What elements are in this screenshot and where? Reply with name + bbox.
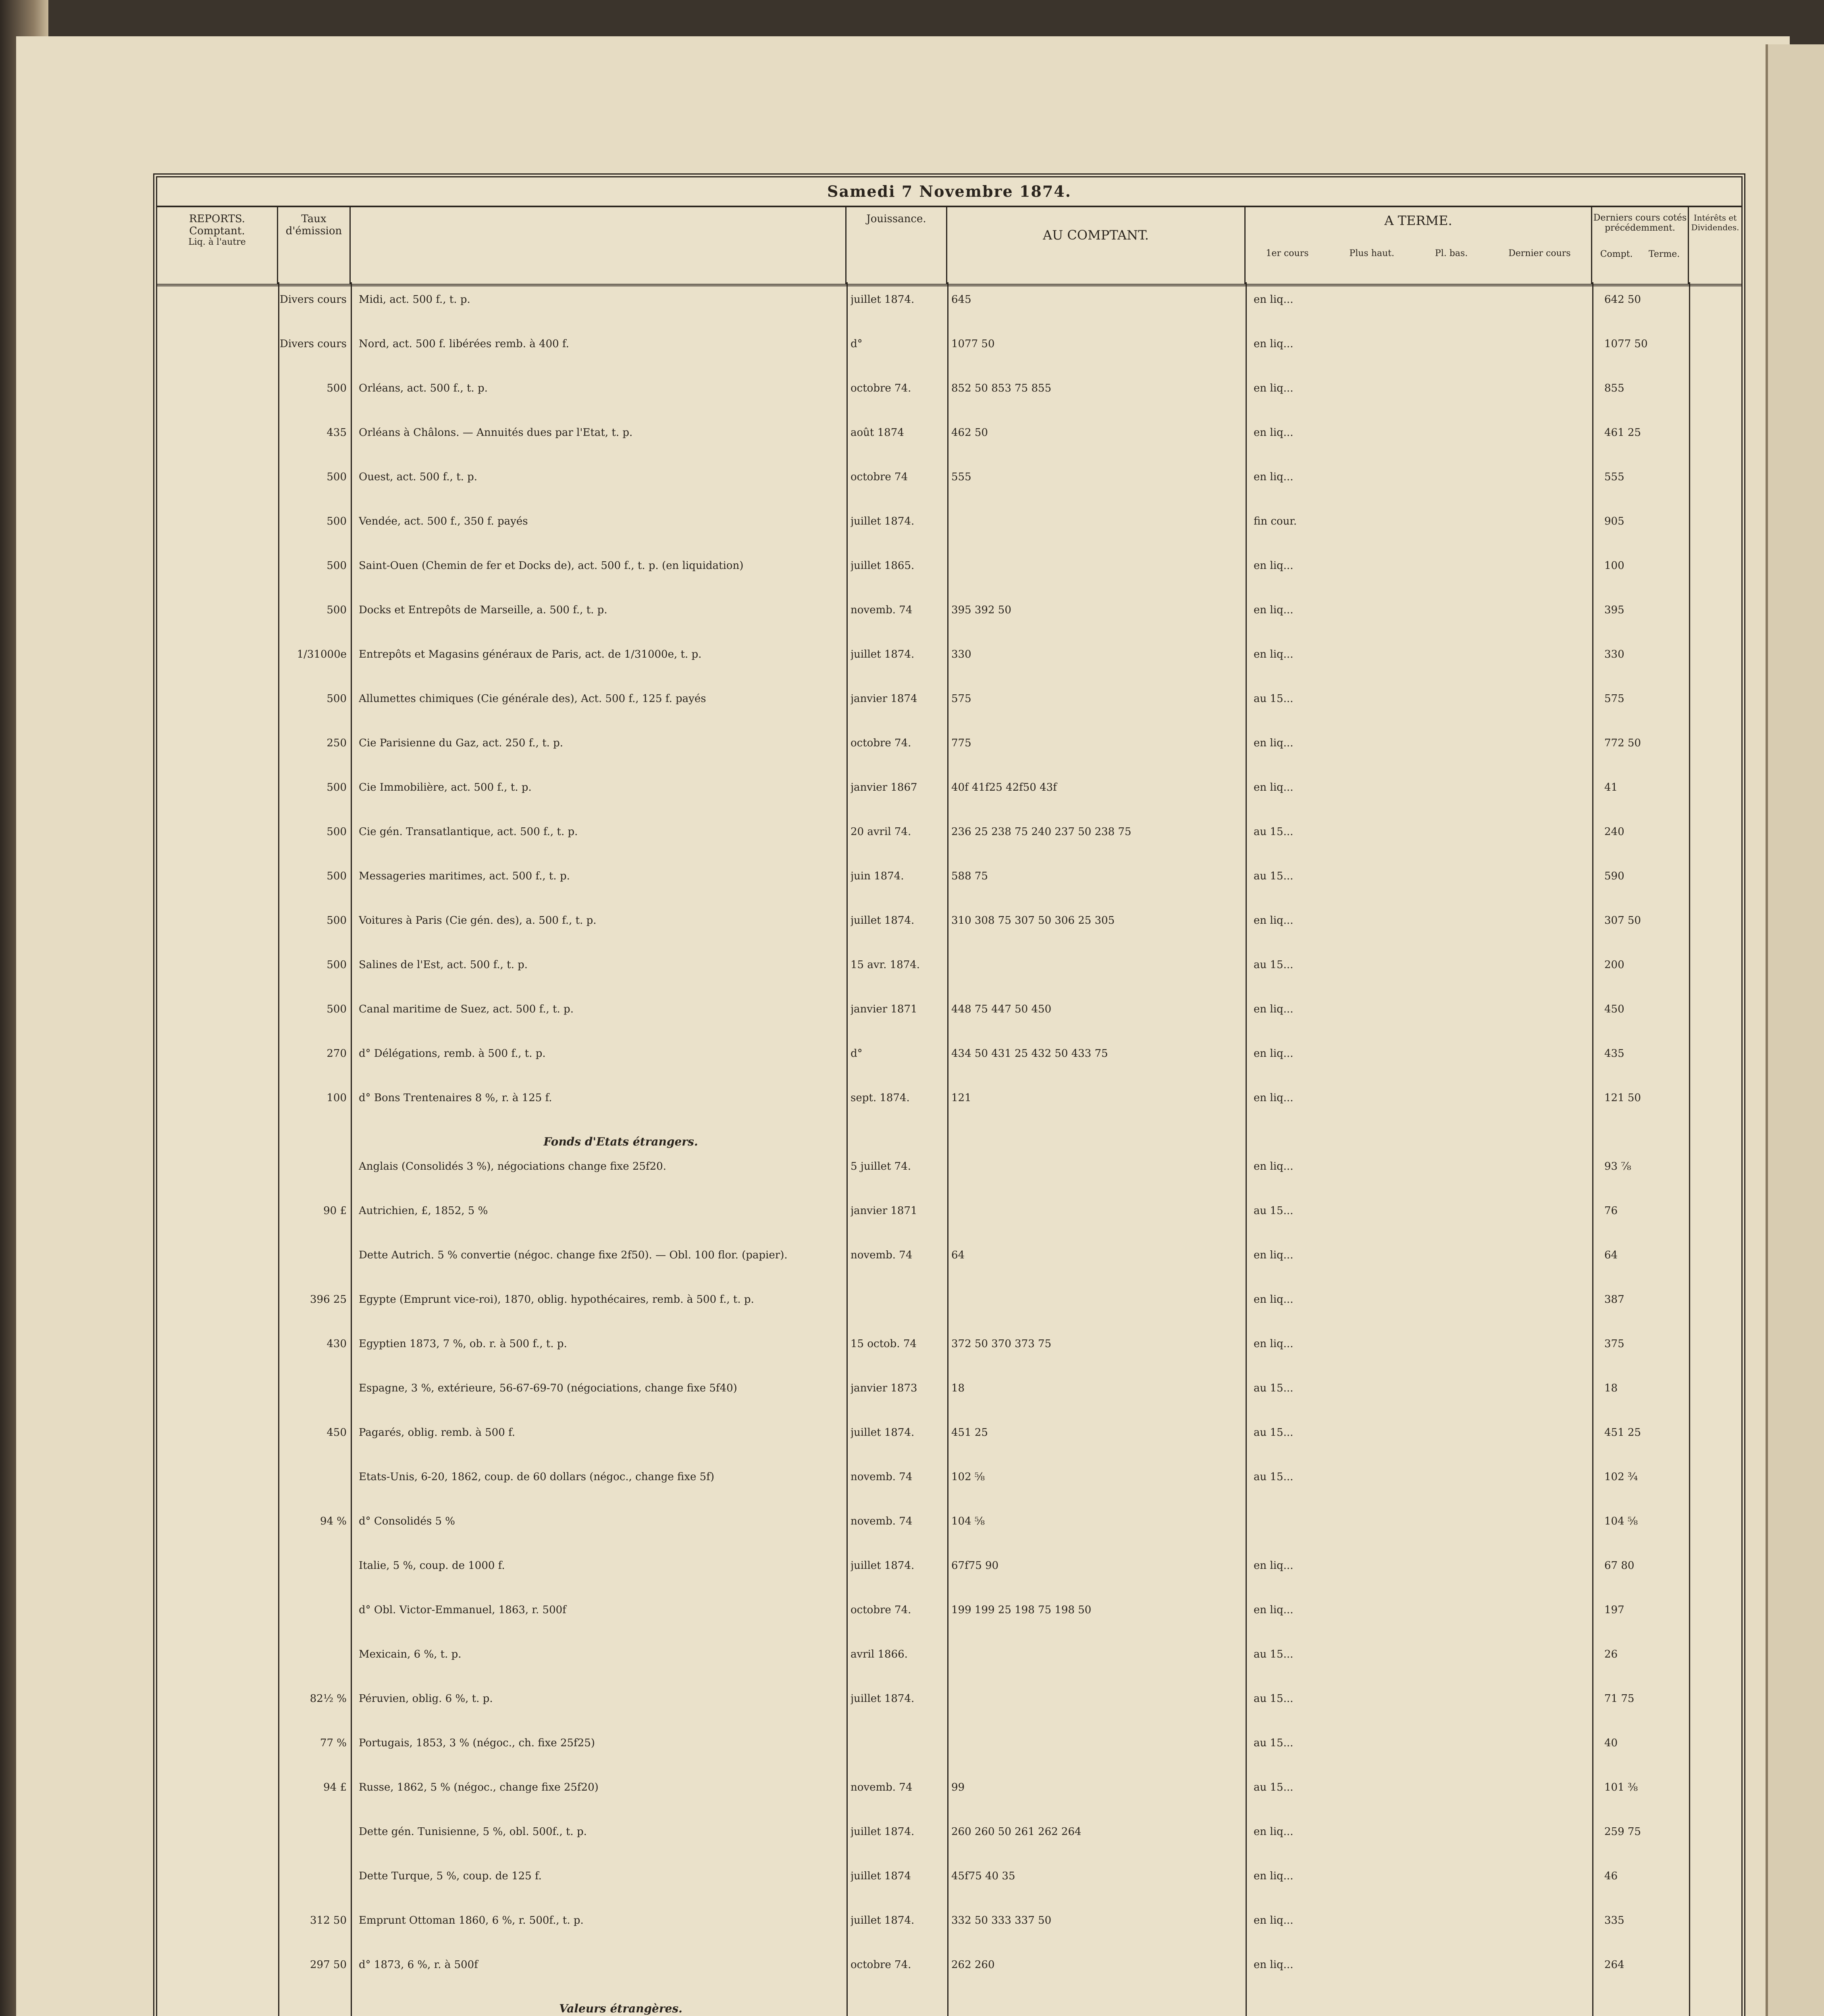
table-row: [157, 1556, 1741, 1577]
cell-comptant: 332 50 333 337 50: [951, 1914, 1052, 1926]
cell-comptant: 330: [951, 648, 971, 660]
cell-name: Autrichien, £, 1852, 5 %: [359, 1205, 488, 1217]
cell-dern: 76: [1604, 1205, 1618, 1217]
cell-terme: au 15...: [1254, 1382, 1294, 1394]
cell-dern: 575: [1604, 693, 1624, 705]
header-derniers-cours: [1592, 207, 1689, 284]
cell-name: Ouest, act. 500 f., t. p.: [359, 471, 478, 483]
cell-terme: au 15...: [1254, 870, 1294, 882]
cell-dern: 41: [1604, 781, 1618, 793]
cell-dern: 855: [1604, 382, 1624, 394]
cell-taux: 94 %: [320, 1515, 347, 1527]
cell-terme: en liq...: [1254, 737, 1294, 749]
cell-terme: en liq...: [1254, 914, 1294, 927]
cell-taux: 500: [327, 826, 347, 838]
cell-terme: au 15...: [1254, 1205, 1294, 1217]
cell-name: Salines de l'Est, act. 500 f., t. p.: [359, 959, 528, 971]
cell-name: Anglais (Consolidés 3 %), négociations change fixe 25f20.: [359, 1160, 666, 1173]
cell-dern: 259 75: [1604, 1826, 1641, 1838]
cell-dern: 461 25: [1604, 427, 1641, 439]
cell-dern: 102 ¾: [1604, 1471, 1638, 1483]
cell-dern: 387: [1604, 1293, 1624, 1306]
cell-terme: en liq...: [1254, 648, 1294, 660]
header-taux: Taux d'émission: [278, 207, 351, 284]
cell-jouissance: août 1874: [851, 427, 904, 439]
cell-name: d° Bons Trentenaires 8 %, r. à 125 f.: [359, 1092, 552, 1104]
cell-dern: 264: [1604, 1959, 1624, 1971]
cell-dern: 197: [1604, 1604, 1624, 1616]
cell-name: Péruvien, oblig. 6 %, t. p.: [359, 1693, 493, 1705]
cell-comptant: 236 25 238 75 240 237 50 238 75: [951, 826, 1131, 838]
table-row: [157, 423, 1741, 444]
cell-terme: en liq...: [1254, 1003, 1294, 1015]
cell-name: Russe, 1862, 5 % (négoc., change fixe 25f20): [359, 1781, 599, 1793]
table-row: [157, 1335, 1741, 1356]
cell-comptant: 434 50 431 25 432 50 433 75: [951, 1048, 1108, 1060]
cell-jouissance: 15 octob. 74: [851, 1338, 917, 1350]
cell-jouissance: juillet 1874: [851, 1870, 911, 1882]
cell-name: d° Consolidés 5 %: [359, 1515, 455, 1527]
cell-dern: 395: [1604, 604, 1624, 616]
cell-name: d° Obl. Victor-Emmanuel, 1863, r. 500f: [359, 1604, 566, 1616]
cell-terme: en liq...: [1254, 604, 1294, 616]
table-row: [157, 778, 1741, 799]
cell-name: Mexicain, 6 %, t. p.: [359, 1648, 462, 1660]
table-row: [157, 1379, 1741, 1400]
cell-jouissance: novemb. 74: [851, 604, 913, 616]
cell-jouissance: octobre 74.: [851, 1959, 911, 1971]
cell-taux: 94 £: [323, 1781, 347, 1793]
cell-jouissance: janvier 1873: [851, 1382, 917, 1394]
cell-comptant: 372 50 370 373 75: [951, 1338, 1052, 1350]
cell-comptant: 852 50 853 75 855: [951, 382, 1052, 394]
cell-terme: en liq...: [1254, 1293, 1294, 1306]
cell-comptant: 262 260: [951, 1959, 995, 1971]
cell-name: Orléans à Châlons. — Annuités dues par l'Etat, t. p.: [359, 427, 633, 439]
header-pl-bas: Pl. bas.: [1435, 248, 1468, 258]
table-row: [157, 1734, 1741, 1755]
cell-jouissance: juillet 1865.: [851, 560, 915, 572]
cell-dern: 905: [1604, 515, 1624, 527]
cell-dern: 240: [1604, 826, 1624, 838]
table-row: [157, 1246, 1741, 1267]
table-row: [157, 911, 1741, 932]
cell-comptant: 99: [951, 1781, 965, 1793]
cell-jouissance: juillet 1874.: [851, 1693, 915, 1705]
cell-terme: en liq...: [1254, 1604, 1294, 1616]
cell-terme: en liq...: [1254, 1338, 1294, 1350]
cell-comptant: 45f75 40 35: [951, 1870, 1015, 1882]
cell-dern: 40: [1604, 1737, 1618, 1749]
cell-taux: 297 50: [310, 1959, 347, 1971]
cell-name: Dette gén. Tunisienne, 5 %, obl. 500f., t. p.: [359, 1826, 587, 1838]
cell-jouissance: octobre 74.: [851, 737, 911, 749]
cell-comptant: 40f 41f25 42f50 43f: [951, 781, 1057, 793]
cell-taux: Divers cours: [279, 338, 347, 350]
cell-name: Orléans, act. 500 f., t. p.: [359, 382, 488, 394]
cell-jouissance: juillet 1874.: [851, 648, 915, 660]
table-row: [157, 1423, 1741, 1444]
cell-name: Dette Autrich. 5 % convertie (négoc. change fixe 2f50). — Obl. 100 flor. (papier).: [359, 1249, 788, 1261]
cell-dern: 26: [1604, 1648, 1618, 1660]
cell-comptant: 451 25: [951, 1427, 988, 1439]
cell-dern: 590: [1604, 870, 1624, 882]
table-row: [157, 689, 1741, 710]
table-row: [157, 1645, 1741, 1666]
cell-taux: Divers cours: [279, 294, 347, 306]
cell-taux: 500: [327, 515, 347, 527]
cell-jouissance: juillet 1874.: [851, 1826, 915, 1838]
cell-comptant: 18: [951, 1382, 965, 1394]
cell-dern: 642 50: [1604, 294, 1641, 306]
cell-terme: au 15...: [1254, 1781, 1294, 1793]
table-row: [157, 1512, 1741, 1533]
cell-comptant: 462 50: [951, 427, 988, 439]
cell-jouissance: d°: [851, 338, 863, 350]
cell-taux: 100: [327, 1092, 347, 1104]
cell-taux: 500: [327, 781, 347, 793]
cell-dern: 772 50: [1604, 737, 1641, 749]
cell-taux: 500: [327, 604, 347, 616]
cell-taux: 312 50: [310, 1914, 347, 1926]
cell-name: Docks et Entrepôts de Marseille, a. 500 f., t. p.: [359, 604, 607, 616]
header-terme-subcolumns: [1246, 248, 1591, 258]
cell-jouissance: octobre 74.: [851, 1604, 911, 1616]
table-row: [157, 1601, 1741, 1622]
cell-terme: en liq...: [1254, 471, 1294, 483]
cell-name: d° Délégations, remb. à 500 f., t. p.: [359, 1048, 546, 1060]
cell-terme: au 15...: [1254, 1648, 1294, 1660]
table-row: [157, 645, 1741, 666]
cell-terme: en liq...: [1254, 338, 1294, 350]
cell-taux: 500: [327, 560, 347, 572]
cell-dern: 64: [1604, 1249, 1618, 1261]
cell-jouissance: novemb. 74: [851, 1781, 913, 1793]
cell-taux: 1/31000e: [297, 648, 347, 660]
cell-taux: 435: [327, 427, 347, 439]
cell-comptant: 67f75 90: [951, 1560, 999, 1572]
cell-comptant: 1077 50: [951, 338, 995, 350]
table-row: [157, 379, 1741, 400]
table-row: [157, 512, 1741, 533]
cell-name: Etats-Unis, 6-20, 1862, coup. de 60 dollars (négoc., change fixe 5f): [359, 1471, 714, 1483]
table-row: [157, 290, 1741, 311]
cell-jouissance: novemb. 74: [851, 1515, 913, 1527]
cell-taux: 500: [327, 693, 347, 705]
cell-terme: en liq...: [1254, 1160, 1294, 1173]
table-header: [157, 206, 1741, 286]
cell-terme: en liq...: [1254, 382, 1294, 394]
cell-taux: 500: [327, 382, 347, 394]
cell-jouissance: juillet 1874.: [851, 1427, 915, 1439]
cell-terme: en liq...: [1254, 294, 1294, 306]
cell-terme: au 15...: [1254, 693, 1294, 705]
cell-name: Midi, act. 500 f., t. p.: [359, 294, 470, 306]
header-derniers-cours-label: Derniers cours cotés précédemment.: [1593, 213, 1687, 233]
cell-taux: 77 %: [320, 1737, 347, 1749]
cell-dern: 93 ⅞: [1604, 1160, 1631, 1173]
cell-terme: au 15...: [1254, 1427, 1294, 1439]
cell-dern: 71 75: [1604, 1693, 1635, 1705]
table-row: [157, 1867, 1741, 1888]
cell-terme: au 15...: [1254, 1693, 1294, 1705]
cell-name: Cie Immobilière, act. 500 f., t. p.: [359, 781, 532, 793]
table-row: [157, 734, 1741, 755]
cell-taux: 500: [327, 1003, 347, 1015]
cell-comptant: 775: [951, 737, 971, 749]
cell-dern: 104 ⅝: [1604, 1515, 1638, 1527]
cell-name: Espagne, 3 %, extérieure, 56-67-69-70 (négociations, change fixe 5f40): [359, 1382, 737, 1394]
table-row: [157, 1822, 1741, 1843]
cell-jouissance: janvier 1871: [851, 1205, 917, 1217]
header-a-terme-label: A TERME.: [1384, 213, 1452, 228]
header-a-terme: [1246, 207, 1592, 284]
cell-comptant: 645: [951, 294, 971, 306]
section-heading: Fonds d'Etats étrangers.: [543, 1135, 698, 1148]
cell-taux: 82½ %: [310, 1693, 347, 1705]
cell-name: Voitures à Paris (Cie gén. des), a. 500 f., t. p.: [359, 914, 597, 927]
cell-jouissance: d°: [851, 1048, 863, 1060]
cell-taux: 500: [327, 870, 347, 882]
cell-taux: 500: [327, 959, 347, 971]
quotation-table: [153, 173, 1745, 2016]
cell-jouissance: novemb. 74: [851, 1249, 913, 1261]
cell-name: Pagarés, oblig. remb. à 500 f.: [359, 1427, 516, 1439]
table-row: [157, 823, 1741, 843]
table-body: [157, 286, 1741, 2016]
cell-dern: 435: [1604, 1048, 1624, 1060]
cell-name: Egyptien 1873, 7 %, ob. r. à 500 f., t. p.: [359, 1338, 567, 1350]
cell-comptant: 448 75 447 50 450: [951, 1003, 1052, 1015]
table-row: [157, 1956, 1741, 1976]
cell-jouissance: octobre 74: [851, 471, 908, 483]
cell-name: Messageries maritimes, act. 500 f., t. p.: [359, 870, 570, 882]
cell-comptant: 588 75: [951, 870, 988, 882]
cell-terme: en liq...: [1254, 427, 1294, 439]
cell-comptant: 555: [951, 471, 971, 483]
table-row: [157, 556, 1741, 577]
cell-jouissance: sept. 1874.: [851, 1092, 910, 1104]
cell-taux: 396 25: [310, 1293, 347, 1306]
cell-terme: en liq...: [1254, 781, 1294, 793]
table-row: [157, 1000, 1741, 1021]
cell-name: d° 1873, 6 %, r. à 500f: [359, 1959, 478, 1971]
cell-terme: au 15...: [1254, 1737, 1294, 1749]
cell-dern: 121 50: [1604, 1092, 1641, 1104]
cell-dern: 18: [1604, 1382, 1618, 1394]
cell-dern: 100: [1604, 560, 1624, 572]
cell-comptant: 575: [951, 693, 971, 705]
cell-name: Cie Parisienne du Gaz, act. 250 f., t. p.: [359, 737, 564, 749]
table-row: [157, 335, 1741, 356]
section-heading: Valeurs étrangères.: [559, 2002, 682, 2015]
cell-name: Vendée, act. 500 f., 350 f. payés: [359, 515, 528, 527]
cell-jouissance: 20 avril 74.: [851, 826, 911, 838]
cell-dern: 101 ⅜: [1604, 1781, 1638, 1793]
cell-terme: en liq...: [1254, 560, 1294, 572]
header-designation: [351, 207, 846, 284]
table-row: [157, 1911, 1741, 1932]
cell-terme: en liq...: [1254, 1826, 1294, 1838]
cell-dern: 307 50: [1604, 914, 1641, 927]
cell-taux: 450: [327, 1427, 347, 1439]
cell-name: Canal maritime de Suez, act. 500 f., t. p.: [359, 1003, 574, 1015]
cell-comptant: 64: [951, 1249, 965, 1261]
cell-jouissance: 5 juillet 74.: [851, 1160, 911, 1173]
cell-dern: 46: [1604, 1870, 1618, 1882]
cell-name: Nord, act. 500 f. libérées remb. à 400 f.: [359, 338, 569, 350]
cell-taux: 430: [327, 1338, 347, 1350]
cell-dern: 555: [1604, 471, 1624, 483]
cell-name: Dette Turque, 5 %, coup. de 125 f.: [359, 1870, 542, 1882]
cell-dern: 200: [1604, 959, 1624, 971]
table-row: [157, 1202, 1741, 1223]
cell-terme: au 15...: [1254, 826, 1294, 838]
cell-taux: 500: [327, 471, 347, 483]
cell-taux: 270: [327, 1048, 347, 1060]
cell-name: Allumettes chimiques (Cie générale des), Act. 500 f., 125 f. payés: [359, 693, 706, 705]
cell-name: Emprunt Ottoman 1860, 6 %, r. 500f., t. p.: [359, 1914, 584, 1926]
table-row: [157, 956, 1741, 977]
cell-jouissance: avril 1866.: [851, 1648, 908, 1660]
cell-jouissance: novemb. 74: [851, 1471, 913, 1483]
header-compt: Compt.: [1600, 249, 1633, 259]
table-row: [157, 867, 1741, 888]
cell-terme: au 15...: [1254, 959, 1294, 971]
cell-jouissance: juillet 1874.: [851, 515, 915, 527]
cell-dern: 1077 50: [1604, 338, 1648, 350]
table-row: [157, 1778, 1741, 1799]
cell-comptant: 310 308 75 307 50 306 25 305: [951, 914, 1115, 927]
cell-dern: 67 80: [1604, 1560, 1635, 1572]
cell-jouissance: juillet 1874.: [851, 294, 915, 306]
cell-jouissance: juillet 1874.: [851, 914, 915, 927]
cell-terme: en liq...: [1254, 1092, 1294, 1104]
header-premier-cours: 1er cours: [1266, 248, 1309, 258]
table-row: [157, 468, 1741, 489]
cell-comptant: 199 199 25 198 75 198 50: [951, 1604, 1092, 1616]
header-plus-haut: Plus haut.: [1349, 248, 1394, 258]
cell-name: Egypte (Emprunt vice-roi), 1870, oblig. hypothécaires, remb. à 500 f., t. p.: [359, 1293, 754, 1306]
cell-jouissance: janvier 1867: [851, 781, 917, 793]
cell-jouissance: 15 avr. 1874.: [851, 959, 920, 971]
cell-dern: 375: [1604, 1338, 1624, 1350]
cell-terme: en liq...: [1254, 1914, 1294, 1926]
header-reports: [157, 207, 278, 284]
table-row: [157, 1689, 1741, 1710]
cell-jouissance: janvier 1874: [851, 693, 917, 705]
table-row: [157, 1157, 1741, 1178]
header-interets: Intérêts et Dividendes.: [1691, 213, 1739, 232]
page-title: Samedi 7 Novembre 1874.: [827, 182, 1071, 200]
table-row: [157, 1089, 1741, 1110]
header-comptant-label: Comptant.: [189, 225, 245, 237]
cell-comptant: 102 ⅝: [951, 1471, 985, 1483]
header-au-comptant: AU COMPTANT.: [947, 207, 1246, 284]
cell-terme: en liq...: [1254, 1249, 1294, 1261]
cell-taux: 90 £: [323, 1205, 347, 1217]
cell-jouissance: janvier 1871: [851, 1003, 917, 1015]
cell-name: Portugais, 1853, 3 % (négoc., ch. fixe 25f25): [359, 1737, 595, 1749]
cell-name: Italie, 5 %, coup. de 1000 f.: [359, 1560, 505, 1572]
cell-comptant: 395 392 50: [951, 604, 1011, 616]
cell-name: Saint-Ouen (Chemin de fer et Docks de), act. 500 f., t. p. (en liquidation): [359, 560, 744, 572]
header-liq-autre-label: Liq. à l'autre: [188, 237, 246, 247]
cell-dern: 450: [1604, 1003, 1624, 1015]
table-row: [157, 1468, 1741, 1489]
cell-taux: 500: [327, 914, 347, 927]
table-row: [157, 1290, 1741, 1311]
header-jouissance: Jouissance.: [846, 207, 947, 284]
cell-jouissance: juillet 1874.: [851, 1560, 915, 1572]
cell-dern: 451 25: [1604, 1427, 1641, 1439]
cell-comptant: 260 260 50 261 262 264: [951, 1826, 1082, 1838]
cell-terme: en liq...: [1254, 1560, 1294, 1572]
cell-dern: 335: [1604, 1914, 1624, 1926]
cell-name: Entrepôts et Magasins généraux de Paris, act. de 1/31000e, t. p.: [359, 648, 702, 660]
cell-name: Cie gén. Transatlantique, act. 500 f., t. p.: [359, 826, 578, 838]
table-row: [157, 601, 1741, 622]
table-row: [157, 1044, 1741, 1065]
cell-terme: fin cour.: [1254, 515, 1297, 527]
adjacent-page-edge: [1766, 44, 1824, 2016]
cell-terme: en liq...: [1254, 1959, 1294, 1971]
cell-terme: en liq...: [1254, 1870, 1294, 1882]
header-terme: Terme.: [1648, 249, 1680, 259]
cell-terme: en liq...: [1254, 1048, 1294, 1060]
header-dernier-cours: Dernier cours: [1508, 248, 1571, 258]
cell-comptant: 121: [951, 1092, 971, 1104]
cell-jouissance: juin 1874.: [851, 870, 904, 882]
cell-jouissance: juillet 1874.: [851, 1914, 915, 1926]
cell-dern: 330: [1604, 648, 1624, 660]
header-reports-label: REPORTS.: [189, 213, 245, 225]
cell-taux: 250: [327, 737, 347, 749]
cell-comptant: 104 ⅝: [951, 1515, 985, 1527]
cell-terme: au 15...: [1254, 1471, 1294, 1483]
cell-jouissance: octobre 74.: [851, 382, 911, 394]
